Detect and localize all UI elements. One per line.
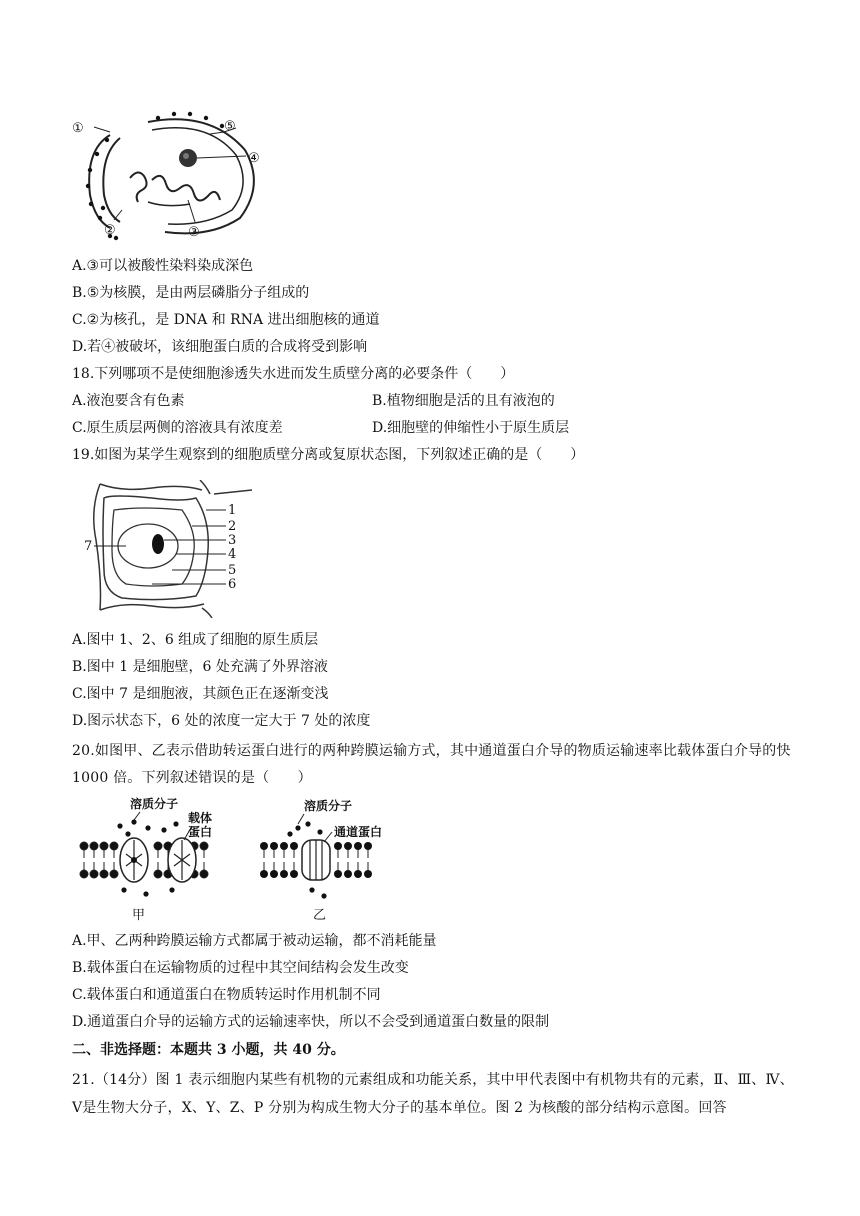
jia-caption: 甲 [132, 908, 146, 923]
q18-option-d: D.细胞壁的伸缩性小于原生质层 [372, 420, 570, 436]
nucleus-label-3: ③ [188, 225, 200, 240]
jia-carrier-label-2: 蛋白 [188, 825, 213, 839]
plasmolysis-label-2: 2 [228, 519, 237, 534]
q18-option-c: C.原生质层两侧的溶液具有浓度差 [72, 420, 283, 436]
nucleus-label-1: ① [72, 121, 84, 136]
q17-option-b: B.⑤为核膜，是由两层磷脂分子组成的 [72, 285, 310, 301]
yi-caption: 乙 [313, 908, 327, 923]
plasmolysis-label-3: 3 [228, 533, 237, 548]
q19-option-b: B.图中 1 是细胞壁，6 处充满了外界溶液 [72, 659, 328, 675]
q19-stem: 19.如图为某学生观察到的细胞质壁分离或复原状态图，下列叙述正确的是（ ） [72, 447, 585, 463]
nucleus-label-5: ⑤ [224, 119, 236, 134]
q20-option-d: D.通道蛋白介导的运输方式的运输速率快，所以不会受到通道蛋白数量的限制 [72, 1014, 550, 1030]
q19-option-a: A.图中 1、2、6 组成了细胞的原生质层 [72, 632, 319, 648]
yi-channel-label: 通道蛋白 [334, 825, 383, 839]
q18-option-a: A.液泡要含有色素 [72, 393, 185, 409]
nucleus-label-4: ④ [248, 151, 260, 166]
plasmolysis-label-5: 5 [228, 563, 237, 578]
q18-option-b: B.植物细胞是活的且有液泡的 [372, 393, 555, 409]
jia-carrier-label-1: 载体 [188, 811, 213, 825]
yi-solute-label: 溶质分子 [304, 799, 353, 813]
q20-option-b: B.载体蛋白在运输物质的过程中其空间结构会发生改变 [72, 960, 409, 976]
plasmolysis-diagram [82, 480, 252, 618]
nucleus-diagram [70, 110, 270, 242]
q17-option-c: C.②为核孔，是 DNA 和 RNA 进出细胞核的通道 [72, 312, 380, 328]
transport-protein-diagram [76, 796, 386, 900]
plasmolysis-label-7: 7 [84, 539, 93, 554]
q21-stem: 21.（14分）图 1 表示细胞内某些有机物的元素组成和功能关系，其中甲代表图中有机物共有的元素，Ⅱ、Ⅲ、Ⅳ、Ⅴ是生物大分子，X、Y、Z、P 分别为构成生物大分子的基本单位。图 2 为核酸的部分结构示意图。回答 [72, 1072, 794, 1116]
plasmolysis-label-6: 6 [228, 577, 237, 592]
plasmolysis-label-4: 4 [228, 547, 237, 562]
jia-solute-label: 溶质分子 [130, 797, 179, 811]
q17-option-a: A.③可以被酸性染料染成深色 [72, 258, 254, 274]
q19-option-d: D.图示状态下，6 处的浓度一定大于 7 处的浓度 [72, 713, 371, 729]
q20-stem: 20.如图甲、乙表示借助转运蛋白进行的两种跨膜运输方式，其中通道蛋白介导的物质运输速率比载体蛋白介导的快 1000 倍。下列叙述错误的是（ ） [72, 743, 791, 786]
nucleus-label-2: ② [104, 223, 116, 238]
q20-option-a: A.甲、乙两种跨膜运输方式都属于被动运输，都不消耗能量 [72, 933, 437, 949]
plasmolysis-label-1: 1 [228, 503, 237, 518]
section-2-heading: 二、非选择题：本题共 3 小题，共 40 分。 [72, 1042, 345, 1058]
q20-option-c: C.载体蛋白和通道蛋白在物质转运时作用机制不同 [72, 987, 381, 1003]
q17-option-d: D.若④被破坏，该细胞蛋白质的合成将受到影响 [72, 339, 368, 355]
q19-option-c: C.图中 7 是细胞液，其颜色正在逐渐变浅 [72, 686, 329, 702]
q18-stem: 18.下列哪项不是使细胞渗透失水进而发生质壁分离的必要条件（ ） [72, 366, 515, 382]
